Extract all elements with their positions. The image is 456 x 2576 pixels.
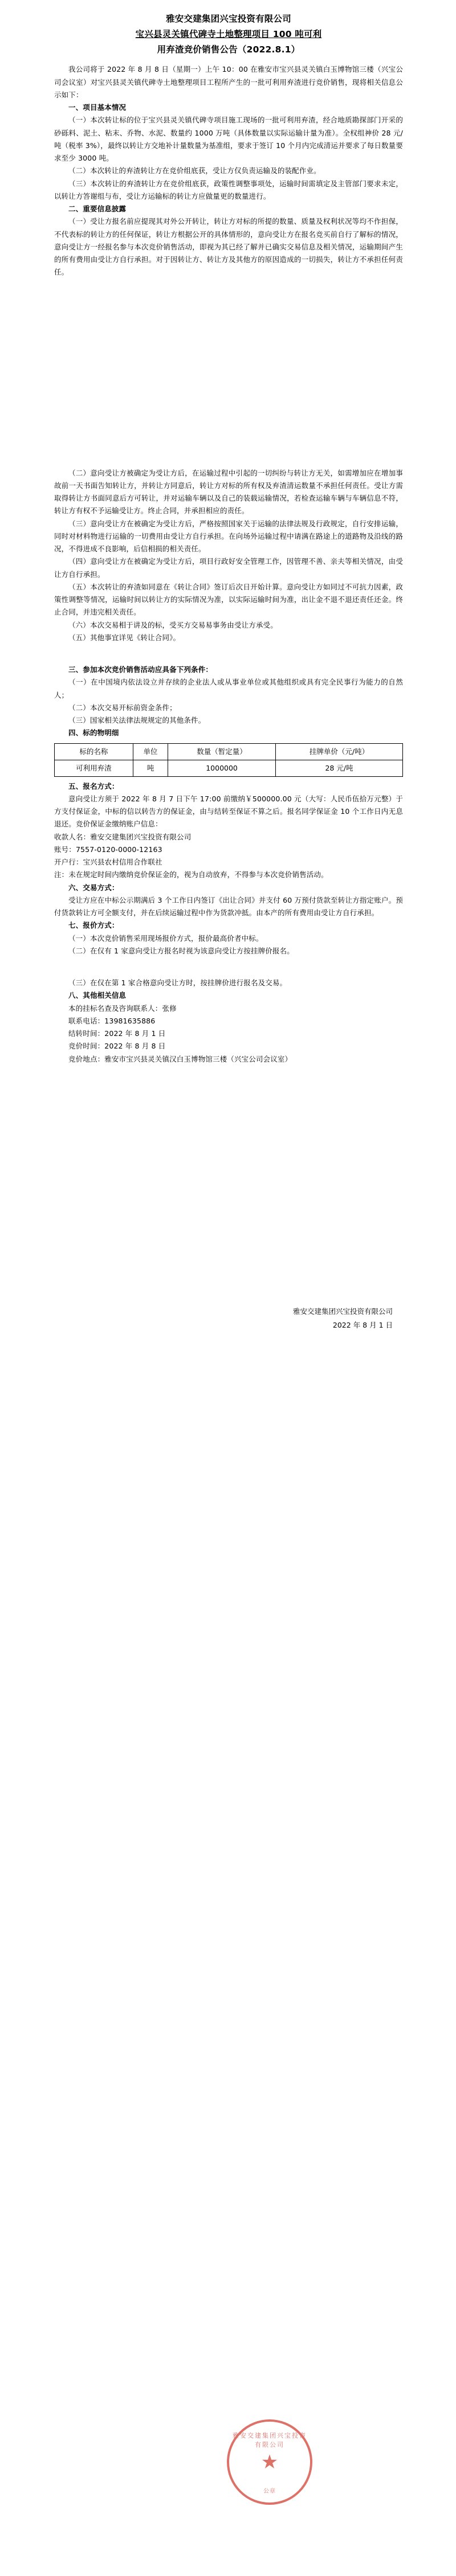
table-cell-quantity: 1000000	[168, 760, 276, 776]
table-header-cell-1: 单位	[133, 743, 168, 760]
section-8-phone: 联系电话：13981635886	[68, 1016, 156, 1025]
table-cell-unit: 吨	[133, 760, 168, 776]
table-cell-price: 28 元/吨	[276, 760, 403, 776]
seal-subtext: 公章	[263, 2488, 276, 2495]
section-5-p1: 意向受让方须于 2022 年 8 月 7 日下午 17:00 前缴纳￥500000.00 元（大写：人民币伍拾万元整）于方支付保证金，中标的信以转告方的保证金，由与结转至保证不算之后。报名同学保证金 10 个工作日内无息退还。竞价保证金缴纳账户信息：	[54, 794, 403, 829]
document-title	[54, 11, 403, 58]
section-5-heading: 五、报名方式：	[68, 781, 119, 791]
section-5-bank: 开户行：宝兴县农村信用合作联社	[54, 858, 162, 867]
section-8-heading: 八、其他相关信息	[68, 991, 127, 1000]
title-line-1: 雅安交建集团兴宝投资有限公司	[166, 14, 291, 24]
table-row	[55, 760, 403, 776]
blank-region-signature	[54, 1066, 403, 1305]
document-body	[54, 0, 403, 1332]
section-2-p1: （一）受让方报名前应提现其对外公开转让，转让方对标的所提的数量、质量及权利状况等均不作担保，不代表标的转让方的任何保证，转让方根据公开的具体情形的，意向受让方在报名竞买前自行了解标的情况，意向受让方一经报名参与本次竞价销售活动，即视为其已经了解并已确实交易信息及相关情况，运输期间产生的所有费用由受让方自行承担。对于因转让方、转让方及其他方的原因造成的一切损失，转让方不承担任何责任。	[54, 217, 403, 277]
signature-block	[54, 1305, 403, 1332]
blank-region-1	[54, 279, 403, 467]
section-8-bid-place: 竞价地点：雅安市宝兴县灵关镇汉白玉博物馆三楼（兴宝公司会议室）	[68, 1054, 292, 1063]
section-1-p1: （一）本次转让标的位于宝兴县灵关镇代碑寺项目施工现场的一批可利用弃渣，经合地质勘探部门开采的砂砾料、泥土、粘末、乔物、水泥、数量约 1000 万吨（具体数量以实际运输计量为准）。全权组神价 28 元/吨（税率 3%），最终以转让方交地补计量数量为基准组，要求于签订 10 个月内完成清运并要求了每日数量要求至少 3000 吨。	[54, 116, 403, 163]
section-8-contact: 本的挂标名查及咨询联系人：张修	[68, 1004, 177, 1013]
title-line-2: 宝兴县灵关镇代碑寺土地整理项目 100 吨可利	[135, 29, 322, 40]
section-3	[54, 664, 403, 727]
section-1	[54, 101, 403, 203]
seal-text: 雅安交建集团兴宝投资有限公司	[233, 2432, 307, 2448]
table-header-cell-2: 数量（暂定量）	[168, 743, 276, 760]
seal-star-icon: ★	[260, 2451, 279, 2473]
section-5-account: 账号：7557-0120-0000-12163	[54, 845, 162, 854]
section-5-note: 注：未在规定时间内缴纳竞价保证金的，视为自动放弃，不得参与本次竞价销售活动。	[54, 870, 328, 879]
section-1-p3: （三）本次转让的弃渣转让方在竞价组底获，政策性调整事项处，运输时间需填定及主管部门要求未定，以转让方答谢组与布，受让方运输标的转让方应做量更的数量进行。	[54, 179, 403, 200]
section-7	[54, 919, 403, 957]
table-header-row	[55, 743, 403, 760]
goods-table	[54, 743, 403, 777]
section-7-heading: 七、报价方式：	[68, 921, 119, 930]
section-5-payee: 收款人名：雅安交建集团兴宝投资有限公司	[54, 832, 192, 841]
intro-block	[54, 63, 403, 101]
section-2-p3: （三）意向受让方在被确定为受让方后，严格按照国家关于运输的法律法规及行政规定，自行安排运输，同时对材料物进行运输的一切费用由受让方自行承担。在向场外运输过程中请满在路途上的道路物及沿线的路况，不得进成不良影响，后信相损的相关责任。	[54, 519, 403, 554]
table-header-cell-0: 标的名称	[55, 743, 133, 760]
section-6-heading: 六、交易方式：	[68, 883, 119, 892]
section-8	[54, 977, 403, 1066]
section-2-cont	[54, 467, 403, 645]
section-2-p5: （五）本次转让的弃渣如同意在《转让合同》签订后次日开始计算。意向受让方如同过不可抗力因素，政策性调整等情况，运输时间以转让方的实际情况为准，以实际运输时间为准，出让金不退不退还责任还金。终止合同，并违完相关责任。	[54, 582, 403, 617]
intro-paragraph: 我公司将于 2022 年 8 月 8 日（星期一）上午 10：00 在雅安市宝兴县灵关镇白玉博物馆三楼（兴宝公司会议室）对宝兴县灵关镇代碑寺土地整理项目工程所产生的一批可利用弃渣进行竞价销售，现将相关信息公示如下：	[54, 65, 403, 99]
signature-date: 2022 年 8 月 1 日	[332, 1320, 393, 1329]
section-6-p1: 受让方应在中标公示期满后 3 个工作日内签订《出让合同》并支付 60 万预付货款至转让方指定账户。预付货款转让方可全额支付，并在后续运输过程中作为货款冲抵。由本产的所有费用由受让方自行承担。	[54, 895, 403, 918]
table-header-cell-3: 挂牌单价（元/吨）	[276, 743, 403, 760]
section-3-p1: （一）在中国境内依法设立并存续的企业法人或从事业单位或其他组织或具有完全民事行为能力的自然人；	[54, 678, 403, 699]
section-2-p6: （六）本次交易相于讲及的标，受买方交易易事务由受让方承受。	[68, 620, 278, 629]
section-4	[54, 727, 403, 739]
section-3-p2: （二）本次交易开标前资金条件；	[68, 703, 177, 712]
table-cell-name: 可利用弃渣	[55, 760, 133, 776]
section-3-heading: 三、参加本次竞价销售活动应具备下列条件：	[68, 665, 213, 674]
section-8-p0: （三）在仅在第 1 家合格意向受让方时，按挂牌价进行报名及交易。	[68, 978, 287, 988]
section-8-bid-time: 竞价时间：2022 年 8 月 8 日	[68, 1042, 166, 1051]
section-2-p7: （五）其他事宜详见《转让合同》。	[68, 633, 181, 642]
section-2	[54, 203, 403, 279]
title-line-3: 用弃渣竞价销售公告（2022.8.1）	[157, 44, 300, 55]
section-7-p1: （一）本次竞价销售采用现场报价方式，报价最高价者中标。	[68, 933, 263, 943]
section-1-heading: 一、项目基本情况	[68, 103, 127, 112]
signature-org: 雅安交建集团兴宝投资有限公司	[292, 1307, 393, 1316]
section-4-heading: 四、标的物明细	[68, 728, 119, 738]
section-2-p4: （四）意向受让方在被确定为受让方后，项目行政好安全管理工作，因管理不善、亲夫等相关情况，由受让方自行承担。	[54, 557, 403, 579]
section-2-p2: （二）意向受让方被确定为受让方后，在运输过程中引起的一切纠纷与转让方无关，如需增加应在增加事故前一天书面告知转让方，并转让方同意后，转让方对标的所有权及弃渣清运数量不承担任何责任。受让方需取得转让方书面同意后方可转让，并对运输车辆以及自己的装载运输情况，若检查运输车辆与车辆信息不符，转让方有权不予运输受让方。终止合同，并承担相应的责任。	[54, 468, 403, 515]
section-8-deadline: 结转时间：2022 年 8 月 1 日	[68, 1029, 166, 1038]
company-seal-icon	[227, 2419, 312, 2505]
section-7-p2: （二）在仅有 1 家意向受让方报名时视为该意向受让方按挂牌价报名。	[68, 946, 294, 955]
section-2-heading: 二、重要信息披露	[68, 204, 127, 214]
section-6	[54, 882, 403, 920]
section-5	[54, 780, 403, 882]
section-3-p3: （三）国家相关法律法规规定的其他条件。	[68, 716, 206, 725]
section-1-p2: （二）本次转让的弃渣转让方在竞价组底获，受让方仅负责运输及的装配作业。	[68, 166, 321, 175]
